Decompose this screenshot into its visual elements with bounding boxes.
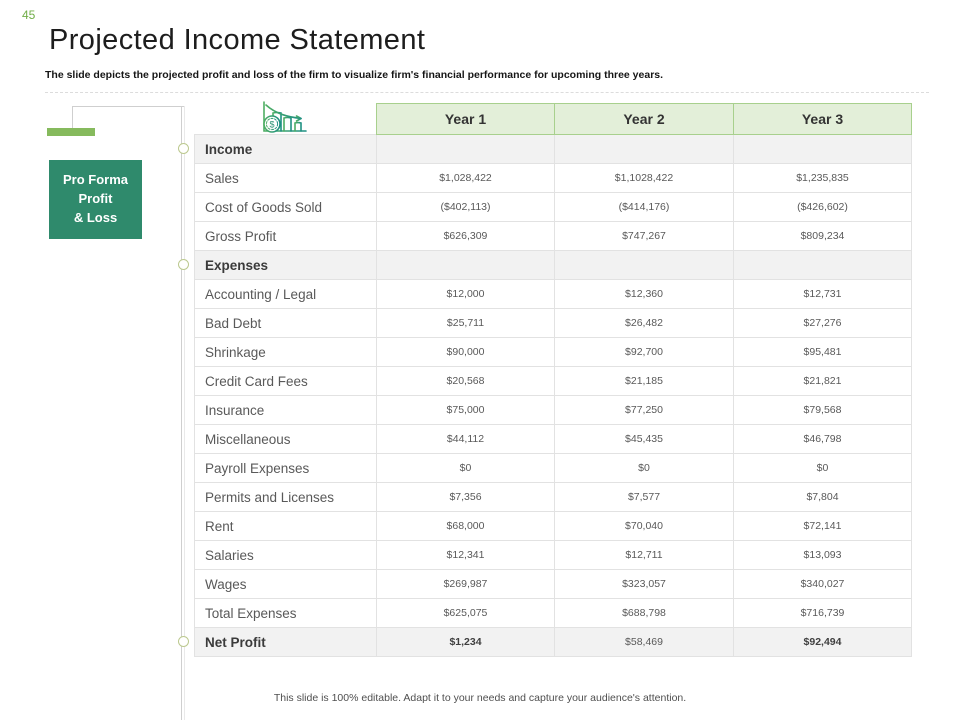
- row-label: Credit Card Fees: [195, 367, 377, 396]
- cell-value: $77,250: [555, 396, 734, 425]
- cell-value: $12,341: [377, 541, 555, 570]
- table-row: [195, 599, 912, 628]
- cell-value: $1,234: [377, 628, 555, 657]
- cell-value: $70,040: [555, 512, 734, 541]
- cell-value: $21,821: [734, 367, 912, 396]
- cell-value: $340,027: [734, 570, 912, 599]
- row-label: Permits and Licenses: [195, 483, 377, 512]
- cell-value: $0: [555, 454, 734, 483]
- cell-value: $45,435: [555, 425, 734, 454]
- row-label: Gross Profit: [195, 222, 377, 251]
- cell-value: $12,000: [377, 280, 555, 309]
- timeline-node-expenses: [178, 259, 189, 270]
- column-header: Year 3: [734, 104, 912, 135]
- cell-value: $44,112: [377, 425, 555, 454]
- cell-value: $90,000: [377, 338, 555, 367]
- cell-value: [734, 135, 912, 164]
- accent-green-bar: [47, 128, 95, 136]
- slide-subtitle: The slide depicts the projected profit and loss of the firm to visualize firm's financial performance for upcoming three years.: [45, 69, 664, 81]
- row-label: Insurance: [195, 396, 377, 425]
- table-row: [195, 367, 912, 396]
- cell-value: $0: [377, 454, 555, 483]
- cell-value: $7,356: [377, 483, 555, 512]
- cell-value: ($402,113): [377, 193, 555, 222]
- timeline-vertical-line: [181, 106, 185, 720]
- cell-value: [377, 251, 555, 280]
- cell-value: $72,141: [734, 512, 912, 541]
- row-label: Wages: [195, 570, 377, 599]
- cell-value: ($414,176): [555, 193, 734, 222]
- row-label: Accounting / Legal: [195, 280, 377, 309]
- row-label: Total Expenses: [195, 599, 377, 628]
- table-row: [195, 135, 912, 164]
- pro-forma-label-box: [49, 160, 142, 239]
- table-corner-cell: [195, 104, 377, 135]
- row-label: Payroll Expenses: [195, 454, 377, 483]
- cell-value: $0: [734, 454, 912, 483]
- cell-value: $68,000: [377, 512, 555, 541]
- cell-value: [555, 135, 734, 164]
- table-row: [195, 512, 912, 541]
- cell-value: $95,481: [734, 338, 912, 367]
- row-label: Miscellaneous: [195, 425, 377, 454]
- table-row: [195, 541, 912, 570]
- income-table-body: [195, 135, 912, 657]
- cell-value: $12,711: [555, 541, 734, 570]
- column-header: Year 1: [377, 104, 555, 135]
- row-label: Cost of Goods Sold: [195, 193, 377, 222]
- cell-value: $12,731: [734, 280, 912, 309]
- cell-value: $92,494: [734, 628, 912, 657]
- cell-value: $92,700: [555, 338, 734, 367]
- cell-value: $75,000: [377, 396, 555, 425]
- row-label: Expenses: [195, 251, 377, 280]
- page-title: Projected Income Statement: [49, 24, 426, 56]
- table-row: [195, 251, 912, 280]
- divider-dashed-line: [45, 92, 929, 93]
- cell-value: $58,469: [555, 628, 734, 657]
- pro-forma-line-3: & Loss: [73, 209, 118, 225]
- table-row: [195, 193, 912, 222]
- table-header-row: [195, 104, 912, 135]
- cell-value: [734, 251, 912, 280]
- cell-value: $809,234: [734, 222, 912, 251]
- table-row: [195, 454, 912, 483]
- cell-value: $25,711: [377, 309, 555, 338]
- pro-forma-line-2: Profit: [78, 191, 113, 207]
- cell-value: $7,577: [555, 483, 734, 512]
- table-row: [195, 570, 912, 599]
- table-row: [195, 338, 912, 367]
- cell-value: [555, 251, 734, 280]
- table-row: [195, 483, 912, 512]
- timeline-node-net-profit: [178, 636, 189, 647]
- cell-value: $626,309: [377, 222, 555, 251]
- cell-value: ($426,602): [734, 193, 912, 222]
- cell-value: $7,804: [734, 483, 912, 512]
- cell-value: $747,267: [555, 222, 734, 251]
- income-statement-table: [194, 103, 912, 657]
- cell-value: $79,568: [734, 396, 912, 425]
- row-label: Shrinkage: [195, 338, 377, 367]
- cell-value: $1,028,422: [377, 164, 555, 193]
- cell-value: $269,987: [377, 570, 555, 599]
- timeline-node-income: [178, 143, 189, 154]
- cell-value: $46,798: [734, 425, 912, 454]
- column-header: Year 2: [555, 104, 734, 135]
- cell-value: $26,482: [555, 309, 734, 338]
- connector-line-stub: [72, 106, 73, 129]
- row-label: Rent: [195, 512, 377, 541]
- cell-value: $688,798: [555, 599, 734, 628]
- cell-value: $12,360: [555, 280, 734, 309]
- cell-value: $625,075: [377, 599, 555, 628]
- cell-value: $1,235,835: [734, 164, 912, 193]
- cell-value: $13,093: [734, 541, 912, 570]
- table-row: [195, 164, 912, 193]
- cell-value: $27,276: [734, 309, 912, 338]
- table-row: [195, 396, 912, 425]
- row-label: Income: [195, 135, 377, 164]
- connector-line-horizontal: [72, 106, 184, 107]
- pro-forma-line-1: Pro Forma: [62, 172, 128, 188]
- cell-value: $716,739: [734, 599, 912, 628]
- row-label: Bad Debt: [195, 309, 377, 338]
- row-label: Sales: [195, 164, 377, 193]
- row-label: Salaries: [195, 541, 377, 570]
- cell-value: $20,568: [377, 367, 555, 396]
- table-row: [195, 280, 912, 309]
- icon-dollar-text: $: [269, 119, 275, 130]
- cell-value: $323,057: [555, 570, 734, 599]
- cell-value: $21,185: [555, 367, 734, 396]
- table-row: [195, 628, 912, 657]
- cell-value: $1,1028,422: [555, 164, 734, 193]
- table-row: [195, 309, 912, 338]
- page-number: 45: [22, 8, 36, 22]
- cell-value: [377, 135, 555, 164]
- table-row: [195, 425, 912, 454]
- footer-note: This slide is 100% editable. Adapt it to your needs and capture your audience's attention.: [273, 692, 687, 704]
- row-label: Net Profit: [195, 628, 377, 657]
- table-row: [195, 222, 912, 251]
